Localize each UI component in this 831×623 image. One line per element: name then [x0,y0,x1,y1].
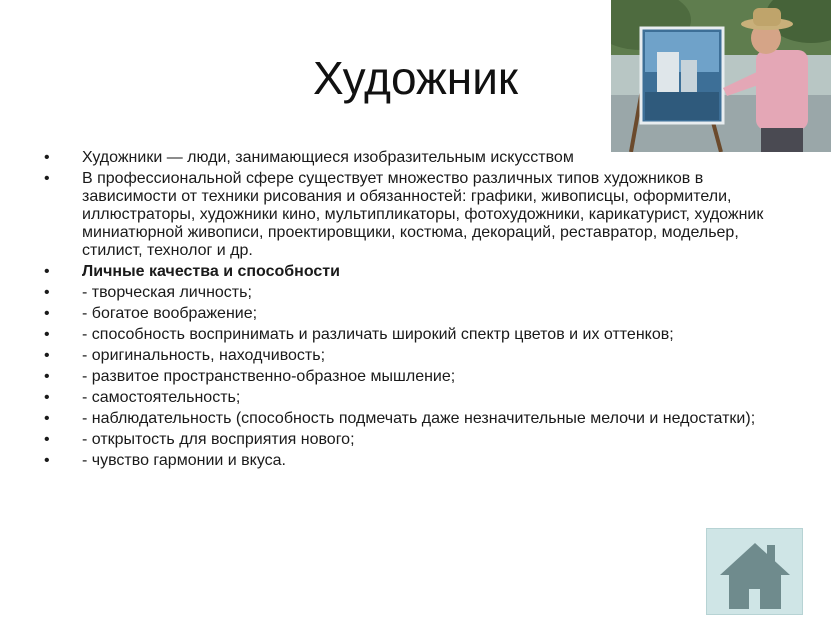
bullet-text: - самостоятельность; [82,389,241,406]
bullet-text: - способность воспринимать и различать широкий спектр цветов и их оттенков; [82,326,674,343]
bullet-text: В профессиональной сфере существует множество различных типов художников в зависимости от техники рисования и обязанностей: графики, живописцы, оформители, иллюстраторы, художники кино, мультипликаторы, фотохудожники, карикатурист, художник миниатюрной живописи, проектировщики, костюма, декораций, реставратор, модельер, стилист, технолог и др. [82,170,764,259]
home-button[interactable] [706,528,803,615]
bullet-item [44,452,784,470]
bullet-item [44,305,784,323]
home-icon [707,529,802,614]
bullet-item [44,347,784,365]
bullet-item [44,389,784,407]
bullet-text: - наблюдательность (способность подмечать даже незначительные мелочи и недостатки); [82,410,756,427]
bullet-text: - чувство гармонии и вкуса. [82,452,286,469]
bullet-item [44,431,784,449]
bullet-item [44,149,784,167]
bullet-dot: • [44,452,50,469]
bullet-text: - развитое пространственно-образное мышление; [82,368,456,385]
bullet-dot: • [44,347,50,364]
bullet-dot: • [44,326,50,343]
slide-title: Художник [312,52,519,104]
painter-at-easel-photo [611,0,831,152]
bullet-dot: • [44,149,50,166]
bullet-text: - открытость для восприятия нового; [82,431,355,448]
bullet-dot: • [44,263,50,280]
bullet-text: Художники — люди, занимающиеся изобразительным искусством [82,149,574,166]
bullet-dot: • [44,305,50,322]
bullet-item [44,410,784,428]
bullet-text: - оригинальность, находчивость; [82,347,326,364]
painter-photo-illustration [611,0,831,152]
bullet-item [44,368,784,386]
bullet-dot: • [44,389,50,406]
bullet-dot: • [44,410,50,427]
bullet-item [44,326,784,344]
bullet-text: - творческая личность; [82,284,252,301]
bullet-text: Личные качества и способности [82,263,340,280]
bullet-dot: • [44,368,50,385]
bullet-list [44,149,784,473]
bullet-dot: • [44,431,50,448]
bullet-dot: • [44,284,50,301]
bullet-item [44,284,784,302]
bullet-item [44,170,784,260]
bullet-text: - богатое воображение; [82,305,258,322]
bullet-item-heading [44,263,784,281]
bullet-dot: • [44,170,50,187]
